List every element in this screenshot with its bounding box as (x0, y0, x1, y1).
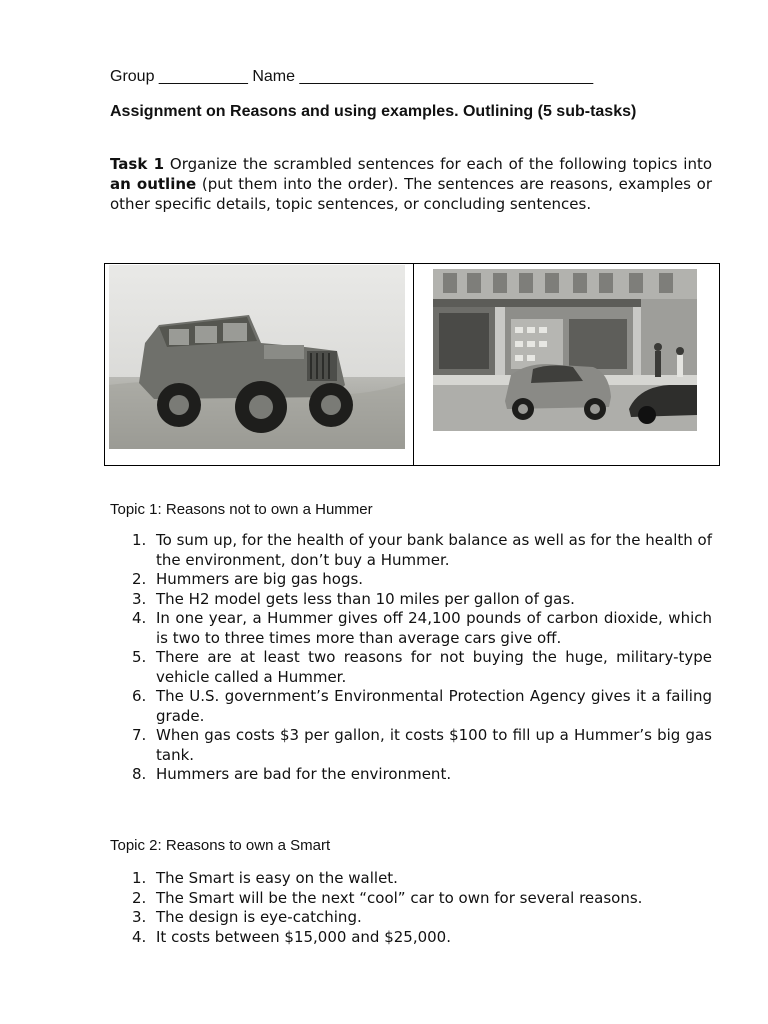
list-item-number: 7. (132, 726, 147, 744)
list-item-number: 8. (132, 765, 147, 783)
list-item (110, 889, 712, 909)
topic-2-list (110, 869, 712, 947)
list-item-text: Hummers are big gas hogs. (156, 570, 364, 588)
list-item (110, 687, 712, 726)
topic-1-list (110, 531, 712, 785)
topic-1-heading: Topic 1: Reasons not to own a Hummer (110, 501, 373, 518)
list-item-number: 3. (132, 589, 147, 608)
list-item-text: The U.S. government’s Environmental Protection Agency gives it a failing grade. (156, 687, 712, 725)
list-item-number: 4. (132, 927, 147, 946)
list-item (110, 869, 712, 889)
assignment-title: Assignment on Reasons and using examples. Outlining (5 sub-tasks) (110, 103, 637, 120)
smart-car-photo (433, 269, 697, 431)
list-item (110, 570, 712, 590)
list-item-text: The H2 model gets less than 10 miles per gallon of gas. (156, 589, 575, 608)
list-item-number: 2. (132, 888, 147, 907)
photo-divider (413, 264, 414, 465)
list-item (110, 726, 712, 765)
topic-2-heading: Topic 2: Reasons to own a Smart (110, 837, 331, 854)
task-1-emphasis: an outline (110, 175, 197, 193)
task-1-text-b: (put them into the order). The sentences are reasons, examples or other specific details, topic sentences, or concluding sentences. (110, 175, 712, 213)
list-item-number: 1. (132, 531, 147, 549)
list-item-number: 2. (132, 570, 147, 588)
task-1-text-a: Organize the scrambled sentences for each of the following topics into (164, 155, 713, 173)
list-item-text: There are at least two reasons for not buying the huge, military-type vehicle called a Hummer. (156, 648, 712, 686)
list-item (110, 531, 712, 570)
list-item (110, 908, 712, 928)
list-item-text: The design is eye-catching. (156, 908, 362, 926)
hummer-photo (109, 265, 405, 449)
list-item-number: 1. (132, 869, 147, 887)
list-item-text: It costs between $15,000 and $25,000. (156, 927, 451, 946)
list-item (110, 765, 712, 785)
group-name-line: Group __________ Name _________________________________ (110, 68, 594, 85)
list-item (110, 648, 712, 687)
list-item-text: In one year, a Hummer gives off 24,100 pounds of carbon dioxide, which is two to three times more than average cars give off. (156, 609, 712, 647)
list-item-text: Hummers are bad for the environment. (156, 765, 452, 783)
list-item-number: 3. (132, 908, 147, 926)
list-item (110, 609, 712, 648)
list-item-text: When gas costs $3 per gallon, it costs $100 to fill up a Hummer’s big gas tank. (156, 726, 712, 764)
list-item-text: To sum up, for the health of your bank balance as well as for the health of the environment, don’t buy a Hummer. (156, 531, 712, 569)
list-item-number: 6. (132, 687, 147, 705)
list-item-text: The Smart is easy on the wallet. (156, 869, 398, 887)
list-item-number: 4. (132, 609, 147, 627)
list-item (110, 590, 712, 610)
task-1-instructions (110, 154, 712, 214)
task-1-label: Task 1 (110, 155, 165, 173)
list-item-number: 5. (132, 648, 147, 666)
list-item (110, 928, 712, 948)
list-item-text: The Smart will be the next “cool” car to own for several reasons. (156, 888, 643, 907)
photo-table (104, 263, 720, 466)
